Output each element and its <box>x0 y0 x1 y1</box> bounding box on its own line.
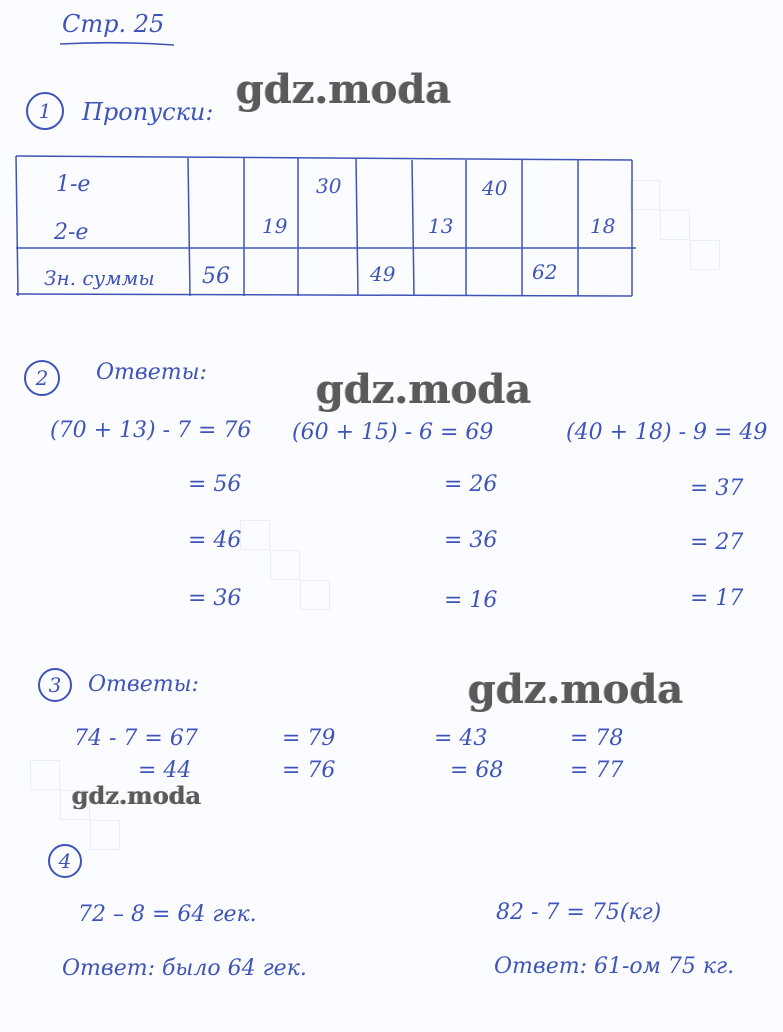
watermark: gdz.moda <box>468 666 684 713</box>
task3-value: = 77 <box>570 758 624 783</box>
task1-cell: 18 <box>590 214 616 238</box>
task1-row-label: 2-е <box>54 220 89 245</box>
task2-result: = 26 <box>444 472 498 497</box>
task2-result: = 56 <box>188 472 242 497</box>
task4-left-answer: Ответ: было 64 гек. <box>62 956 307 981</box>
task1-number: 1 <box>38 99 52 123</box>
task3-value: 74 - 7 = 67 <box>74 726 198 751</box>
task4-number: 4 <box>58 849 72 873</box>
task3-value: = 78 <box>570 726 624 751</box>
task3-value: = 44 <box>138 758 192 783</box>
task1-cell: 56 <box>202 264 230 289</box>
task3-number-circle <box>38 668 72 702</box>
task2-result: = 36 <box>188 586 242 611</box>
task2-result: = 36 <box>444 528 498 553</box>
task1-cell: 13 <box>428 214 454 238</box>
task3-value: = 76 <box>282 758 336 783</box>
watermark: gdz.moda <box>316 366 532 413</box>
task4-right-answer: Ответ: 61-ом 75 кг. <box>494 954 735 979</box>
task2-result: = 27 <box>690 530 744 555</box>
task3-title: Ответы: <box>88 672 199 697</box>
task4-number-circle <box>48 844 82 878</box>
task1-cell: 30 <box>316 174 342 198</box>
task2-title: Ответы: <box>96 360 207 385</box>
task2-expression: (40 + 18) - 9 = 49 <box>566 420 768 445</box>
task3-value: = 68 <box>450 758 504 783</box>
task1-cell: 19 <box>262 214 288 238</box>
task3-value: = 43 <box>434 726 488 751</box>
task2-result: = 46 <box>188 528 242 553</box>
task2-number-circle <box>24 360 60 396</box>
task2-result: = 17 <box>690 586 744 611</box>
task4-left-expression: 72 – 8 = 64 гек. <box>78 902 257 927</box>
task3-number: 3 <box>48 673 62 697</box>
task1-row-label: Зн. суммы <box>44 266 155 290</box>
task1-cell: 62 <box>532 260 558 284</box>
task2-expression: (60 + 15) - 6 = 69 <box>292 420 494 445</box>
task1-cell: 40 <box>482 176 508 200</box>
task2-result: = 37 <box>690 476 744 501</box>
task2-number: 2 <box>35 366 49 390</box>
task4-right-expression: 82 - 7 = 75(кг) <box>496 900 662 925</box>
watermark: gdz.moda <box>72 781 202 810</box>
task3-value: = 79 <box>282 726 336 751</box>
task1-cell: 49 <box>370 262 396 286</box>
task1-title: Пропуски: <box>82 98 214 126</box>
task2-result: = 16 <box>444 588 498 613</box>
task1-row-label: 1-е <box>56 172 91 197</box>
task2-expression: (70 + 13) - 7 = 76 <box>50 418 252 443</box>
watermark: gdz.moda <box>236 66 452 113</box>
page-label: Стр. 25 <box>62 10 165 38</box>
